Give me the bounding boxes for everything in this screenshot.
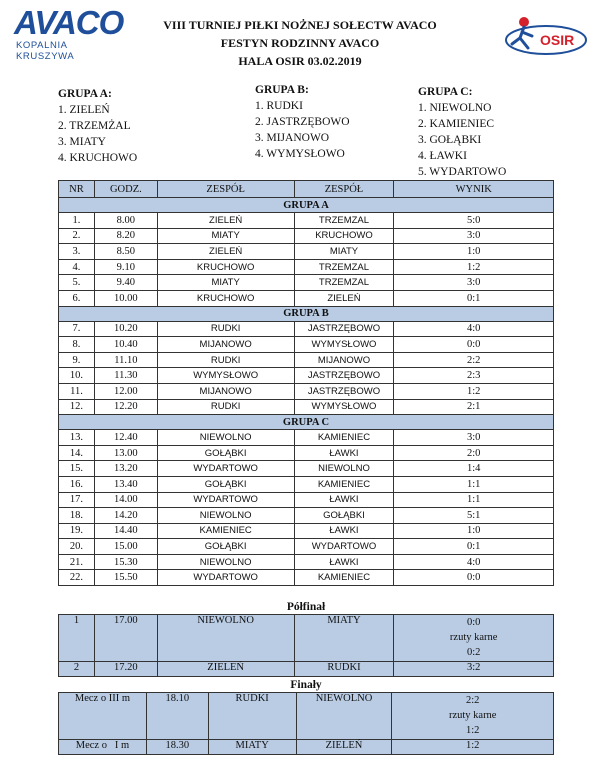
final-team1: MIATY (208, 740, 296, 755)
final-team2: NIEWOLNO (296, 693, 392, 740)
group-b-team: 4. WYMYSŁOWO (255, 148, 345, 160)
match-time: 15.50 (94, 570, 157, 586)
header-result: WYNIK (394, 181, 554, 198)
group-a-team: 2. TRZEMŻAL (58, 120, 131, 132)
finals-table (58, 692, 554, 755)
match-team1: KAMIENIEC (157, 523, 294, 539)
table-row (59, 539, 554, 555)
header-team2: ZESPÓŁ (294, 181, 394, 198)
final-row (59, 693, 554, 740)
header-title: VIII TURNIEJ PIŁKI NOŻNEJ SOŁECTW AVACO (163, 18, 437, 32)
tournament-header (150, 16, 450, 70)
semifinal-team1: NIEWOLNO (157, 615, 294, 662)
group-c-title: GRUPA C: (418, 86, 473, 98)
semifinal-team2: RUDKI (294, 662, 394, 677)
semifinal-result (394, 615, 554, 662)
match-result: 1:2 (394, 259, 554, 275)
group-section-row (59, 415, 554, 430)
group-section-row (59, 306, 554, 321)
group-c-team: 2. KAMIENIEC (418, 118, 495, 130)
table-row (59, 368, 554, 384)
table-row (59, 352, 554, 368)
match-time: 12.20 (94, 399, 157, 415)
group-b-team: 1. RUDKI (255, 100, 303, 112)
match-team2: ŁAWKI (294, 492, 394, 508)
header-subtitle: FESTYN RODZINNY AVACO (220, 36, 380, 50)
match-time: 13.00 (94, 445, 157, 461)
table-row (59, 461, 554, 477)
final-team1: RUDKI (208, 693, 296, 740)
match-result: 0:0 (394, 337, 554, 353)
match-result: 1:1 (394, 476, 554, 492)
match-team1: RUDKI (157, 352, 294, 368)
match-nr: 18. (59, 508, 95, 524)
match-time: 9.10 (94, 259, 157, 275)
finals-title: Finały (290, 679, 322, 691)
avaco-logo (14, 4, 124, 62)
match-team2: TRZEMZAL (294, 213, 394, 229)
match-time: 12.40 (94, 430, 157, 446)
group-b-list (255, 82, 350, 162)
final-row (59, 740, 554, 755)
match-nr: 13. (59, 430, 95, 446)
match-result: 1:2 (394, 383, 554, 399)
semifinal-penalty-score: 0:2 (466, 647, 481, 658)
match-nr: 1. (59, 213, 95, 229)
match-team1: KRUCHOWO (157, 290, 294, 306)
match-result: 0:1 (394, 539, 554, 555)
match-result: 3:0 (394, 228, 554, 244)
match-team2: WYMYSŁOWO (294, 399, 394, 415)
match-time: 15.00 (94, 539, 157, 555)
match-team2: TRZEMZAL (294, 275, 394, 291)
final-result (392, 693, 554, 740)
match-team2: KAMIENIEC (294, 476, 394, 492)
match-result: 1:4 (394, 461, 554, 477)
match-team1: ZIELEŃ (157, 244, 294, 260)
osir-logo-text: OSIR (540, 32, 575, 48)
match-nr: 16. (59, 476, 95, 492)
match-result: 0:1 (394, 290, 554, 306)
match-nr: 3. (59, 244, 95, 260)
match-time: 8.50 (94, 244, 157, 260)
group-a-team: 1. ZIELEŃ (58, 104, 110, 116)
match-team1: RUDKI (157, 399, 294, 415)
match-team2: ŁAWKI (294, 554, 394, 570)
match-nr: 4. (59, 259, 95, 275)
match-nr: 7. (59, 321, 95, 337)
group-section-row (59, 198, 554, 213)
match-team2: GOŁĄBKI (294, 508, 394, 524)
table-row (59, 508, 554, 524)
header-date: HALA OSIR 03.02.2019 (238, 54, 362, 68)
semifinal-table (58, 614, 554, 677)
match-team2: ZIELEŃ (294, 290, 394, 306)
table-row (59, 213, 554, 229)
group-a-team: 3. MIATY (58, 136, 106, 148)
match-team1: MIATY (157, 275, 294, 291)
match-team2: WYDARTOWO (294, 539, 394, 555)
final-time: 18.30 (146, 740, 208, 755)
match-team1: RUDKI (157, 321, 294, 337)
match-team2: KRUCHOWO (294, 228, 394, 244)
match-time: 8.20 (94, 228, 157, 244)
match-team1: ZIELEŃ (157, 213, 294, 229)
match-result: 2:2 (394, 352, 554, 368)
match-result: 0:0 (394, 570, 554, 586)
group-c-team: 4. ŁAWKI (418, 150, 467, 162)
schedule-body (59, 198, 554, 586)
match-time: 8.00 (94, 213, 157, 229)
match-time: 15.30 (94, 554, 157, 570)
match-result: 3:0 (394, 275, 554, 291)
match-team1: NIEWOLNO (157, 554, 294, 570)
group-a-title: GRUPA A: (58, 88, 112, 100)
group-b-team: 2. JASTRZĘBOWO (255, 116, 350, 128)
group-section-title: GRUPA A (59, 198, 554, 213)
match-team1: MIJANOWO (157, 383, 294, 399)
match-nr: 15. (59, 461, 95, 477)
match-team1: GOŁĄBKI (157, 445, 294, 461)
table-row (59, 523, 554, 539)
match-nr: 11. (59, 383, 95, 399)
match-result: 5:0 (394, 213, 554, 229)
match-team1: KRUCHOWO (157, 259, 294, 275)
match-time: 9.40 (94, 275, 157, 291)
avaco-brand-text: AVACO (14, 4, 124, 41)
header-nr: NR (59, 181, 95, 198)
match-time: 13.20 (94, 461, 157, 477)
match-time: 10.20 (94, 321, 157, 337)
match-result: 4:0 (394, 554, 554, 570)
match-team2: JASTRZĘBOWO (294, 383, 394, 399)
match-team1: NIEWOLNO (157, 430, 294, 446)
table-row (59, 337, 554, 353)
semifinal-row (59, 615, 554, 662)
semifinal-nr: 1 (59, 615, 95, 662)
match-result: 3:0 (394, 430, 554, 446)
match-team2: ŁAWKI (294, 445, 394, 461)
table-row (59, 445, 554, 461)
final-penalty-score: 1:2 (466, 725, 480, 736)
match-nr: 20. (59, 539, 95, 555)
match-result: 1:0 (394, 244, 554, 260)
semifinal-title: Półfinał (286, 601, 326, 613)
match-team2: WYMYSŁOWO (294, 337, 394, 353)
semifinal-penalty-label: rzuty karne (449, 632, 498, 643)
match-nr: 8. (59, 337, 95, 353)
match-result: 4:0 (394, 321, 554, 337)
semifinal-team1: ZIELEŃ (157, 662, 294, 677)
match-nr: 17. (59, 492, 95, 508)
group-c-team: 3. GOŁĄBKI (418, 134, 482, 146)
match-team2: ŁAWKI (294, 523, 394, 539)
table-row (59, 383, 554, 399)
match-result: 2:0 (394, 445, 554, 461)
match-team2: JASTRZĘBOWO (294, 368, 394, 384)
final-penalty-label: rzuty karne (448, 710, 497, 721)
match-nr: 12. (59, 399, 95, 415)
header-team1: ZESPÓŁ (157, 181, 294, 198)
match-team1: MIJANOWO (157, 337, 294, 353)
avaco-subtitle: KOPALNIA KRUSZYWA (16, 40, 75, 62)
match-team2: NIEWOLNO (294, 461, 394, 477)
match-team2: TRZEMZAL (294, 259, 394, 275)
match-time: 13.40 (94, 476, 157, 492)
match-team2: MIJANOWO (294, 352, 394, 368)
group-section-title: GRUPA C (59, 415, 554, 430)
table-row (59, 228, 554, 244)
group-section-title: GRUPA B (59, 306, 554, 321)
match-team1: GOŁĄBKI (157, 476, 294, 492)
table-row (59, 476, 554, 492)
match-result: 1:0 (394, 523, 554, 539)
table-row (59, 554, 554, 570)
match-time: 11.10 (94, 352, 157, 368)
match-time: 14.00 (94, 492, 157, 508)
table-row (59, 430, 554, 446)
match-team2: JASTRZĘBOWO (294, 321, 394, 337)
match-result: 5:1 (394, 508, 554, 524)
semifinal-nr: 2 (59, 662, 95, 677)
match-nr: 21. (59, 554, 95, 570)
match-team1: GOŁĄBKI (157, 539, 294, 555)
match-team2: KAMIENIEC (294, 430, 394, 446)
table-row (59, 321, 554, 337)
semifinal-team2: MIATY (294, 615, 394, 662)
schedule-table (58, 180, 554, 586)
group-a-team: 4. KRUCHOWO (58, 152, 138, 164)
table-row (59, 570, 554, 586)
final-label: Mecz o I m (59, 740, 147, 755)
match-result: 2:1 (394, 399, 554, 415)
table-row (59, 275, 554, 291)
match-team1: WYDARTOWO (157, 492, 294, 508)
match-time: 14.20 (94, 508, 157, 524)
match-nr: 5. (59, 275, 95, 291)
semifinal-time: 17.20 (94, 662, 157, 677)
match-nr: 2. (59, 228, 95, 244)
group-c-team: 1. NIEWOLNO (418, 102, 492, 114)
group-a-list (58, 86, 137, 166)
match-team1: WYDARTOWO (157, 570, 294, 586)
table-row (59, 244, 554, 260)
group-b-title: GRUPA B: (255, 84, 309, 96)
match-time: 12.00 (94, 383, 157, 399)
match-time: 10.00 (94, 290, 157, 306)
match-result: 2:3 (394, 368, 554, 384)
match-time: 11.30 (94, 368, 157, 384)
match-team1: WYMYSŁOWO (157, 368, 294, 384)
table-row (59, 492, 554, 508)
semifinal-row (59, 662, 554, 677)
match-team1: WYDARTOWO (157, 461, 294, 477)
semifinal-score: 0:0 (466, 617, 481, 628)
final-team2: ZIELEŃ (296, 740, 392, 755)
match-nr: 6. (59, 290, 95, 306)
final-score: 2:2 (466, 695, 480, 706)
group-b-team: 3. MIJANOWO (255, 132, 330, 144)
match-nr: 10. (59, 368, 95, 384)
match-nr: 19. (59, 523, 95, 539)
table-row (59, 259, 554, 275)
final-label: Mecz o III m (59, 693, 147, 740)
match-result: 1:1 (394, 492, 554, 508)
match-team1: NIEWOLNO (157, 508, 294, 524)
semifinal-result: 3:2 (394, 662, 554, 677)
match-time: 10.40 (94, 337, 157, 353)
match-team1: MIATY (157, 228, 294, 244)
group-c-list (418, 84, 506, 180)
header-time: GODZ. (94, 181, 157, 198)
table-header-row (59, 181, 554, 198)
semifinal-time: 17.00 (94, 615, 157, 662)
match-team2: KAMIENIEC (294, 570, 394, 586)
group-c-team: 5. WYDARTOWO (418, 166, 507, 178)
final-result: 1:2 (392, 740, 554, 755)
table-row (59, 399, 554, 415)
match-nr: 9. (59, 352, 95, 368)
final-time: 18.10 (146, 693, 208, 740)
match-nr: 14. (59, 445, 95, 461)
match-time: 14.40 (94, 523, 157, 539)
match-team2: MIATY (294, 244, 394, 260)
match-nr: 22. (59, 570, 95, 586)
osir-logo (500, 14, 590, 60)
table-row (59, 290, 554, 306)
